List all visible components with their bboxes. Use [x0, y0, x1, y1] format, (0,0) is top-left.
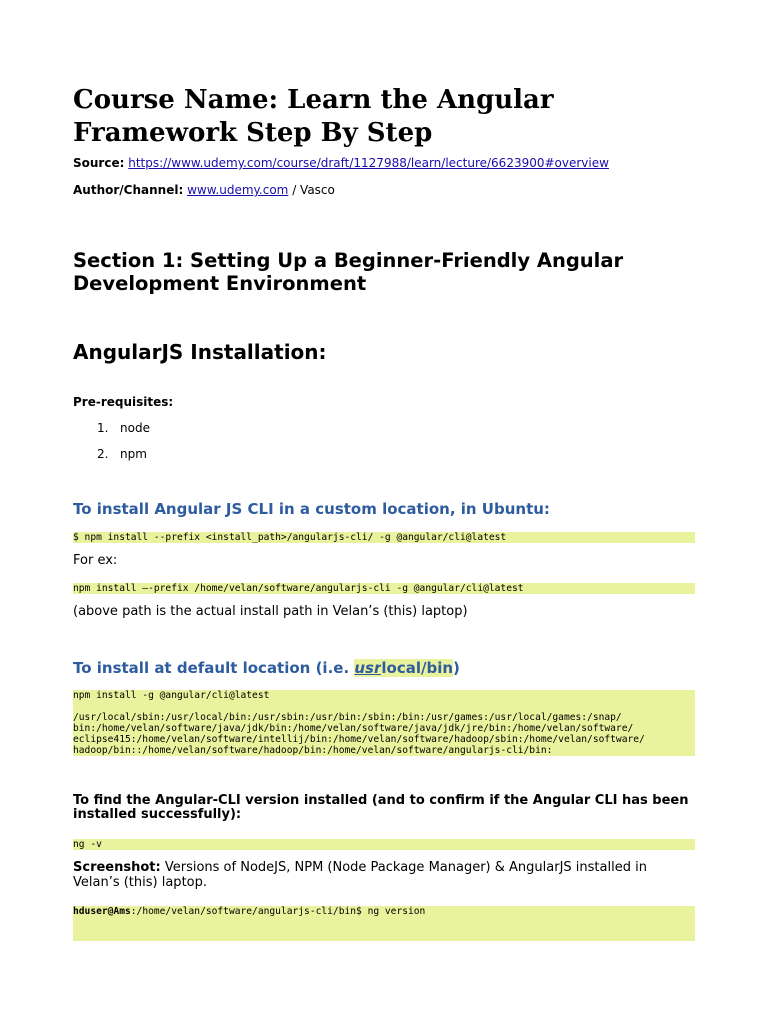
- default-heading-path: local/bin: [381, 659, 454, 677]
- source-line: [73, 156, 609, 171]
- list-item-text: npm: [120, 447, 147, 461]
- path-line: /usr/local/sbin:/usr/local/bin:/usr/sbin:/usr/bin:/sbin:/bin:/usr/games:/usr/local/games:/snap/: [73, 712, 622, 723]
- list-item-number: 2.: [97, 447, 109, 461]
- install-path-note: (above path is the actual install path in Velan’s (this) laptop): [73, 604, 468, 619]
- version-check-heading: To find the Angular-CLI version installed (and to confirm if the Angular CLI has been installed successfully):: [73, 793, 689, 822]
- source-label: Source:: [73, 156, 125, 170]
- default-heading-prefix: To install at default location (i.e.: [73, 659, 355, 677]
- prerequisites-label: Pre-requisites:: [73, 395, 174, 409]
- default-heading-suffix: ): [453, 659, 460, 677]
- screenshot-text: Versions of NodeJS, NPM (Node Package Manager) & AngularJS installed in Velan’s (this) laptop.: [73, 860, 647, 890]
- path-line: eclipse415:/home/velan/software/intellij/bin:/home/velan/software/hadoop/sbin:/home/velan/software/: [73, 734, 645, 745]
- terminal-prompt-block: [73, 906, 695, 941]
- for-example-label: For ex:: [73, 553, 118, 568]
- default-location-heading: [73, 659, 460, 678]
- author-label: Author/Channel:: [73, 183, 184, 197]
- default-heading-usr: usr: [354, 659, 382, 677]
- author-line: [73, 183, 335, 198]
- path-line: hadoop/bin::/home/velan/software/hadoop/bin:/home/velan/software/angularjs-cli/bin:: [73, 745, 553, 756]
- default-install-block: [73, 690, 695, 756]
- document-title: Course Name: Learn the Angular Framework Step By Step: [73, 85, 554, 148]
- screenshot-label: Screenshot:: [73, 860, 161, 875]
- custom-location-heading: To install Angular JS CLI in a custom location, in Ubuntu:: [73, 500, 550, 518]
- prompt-command: :/home/velan/software/angularjs-cli/bin$ ng version: [130, 906, 426, 917]
- screenshot-caption: [73, 860, 695, 890]
- author-name: / Vasco: [288, 183, 335, 197]
- list-item-number: 1.: [97, 421, 109, 435]
- prompt-user: hduser@Ams: [73, 906, 131, 917]
- ng-version-command: ng -v: [73, 839, 695, 850]
- install-heading: AngularJS Installation:: [73, 340, 327, 364]
- list-item-text: node: [120, 421, 150, 435]
- source-link[interactable]: https://www.udemy.com/course/draft/1127988/learn/lecture/6623900#overview: [128, 156, 609, 170]
- path-line: bin:/home/velan/software/java/jdk/bin:/home/velan/software/java/jdk/jre/bin:/home/velan/software/: [73, 723, 634, 734]
- example-install-command: npm install –-prefix /home/velan/software/angularjs-cli -g @angular/cli@latest: [73, 583, 695, 594]
- custom-install-command: $ npm install --prefix <install_path>/angularjs-cli/ -g @angular/cli@latest: [73, 532, 695, 543]
- section-heading: Section 1: Setting Up a Beginner-Friendly Angular Development Environment: [73, 249, 624, 295]
- author-link[interactable]: www.udemy.com: [187, 183, 289, 197]
- default-install-command: npm install -g @angular/cli@latest: [73, 690, 270, 701]
